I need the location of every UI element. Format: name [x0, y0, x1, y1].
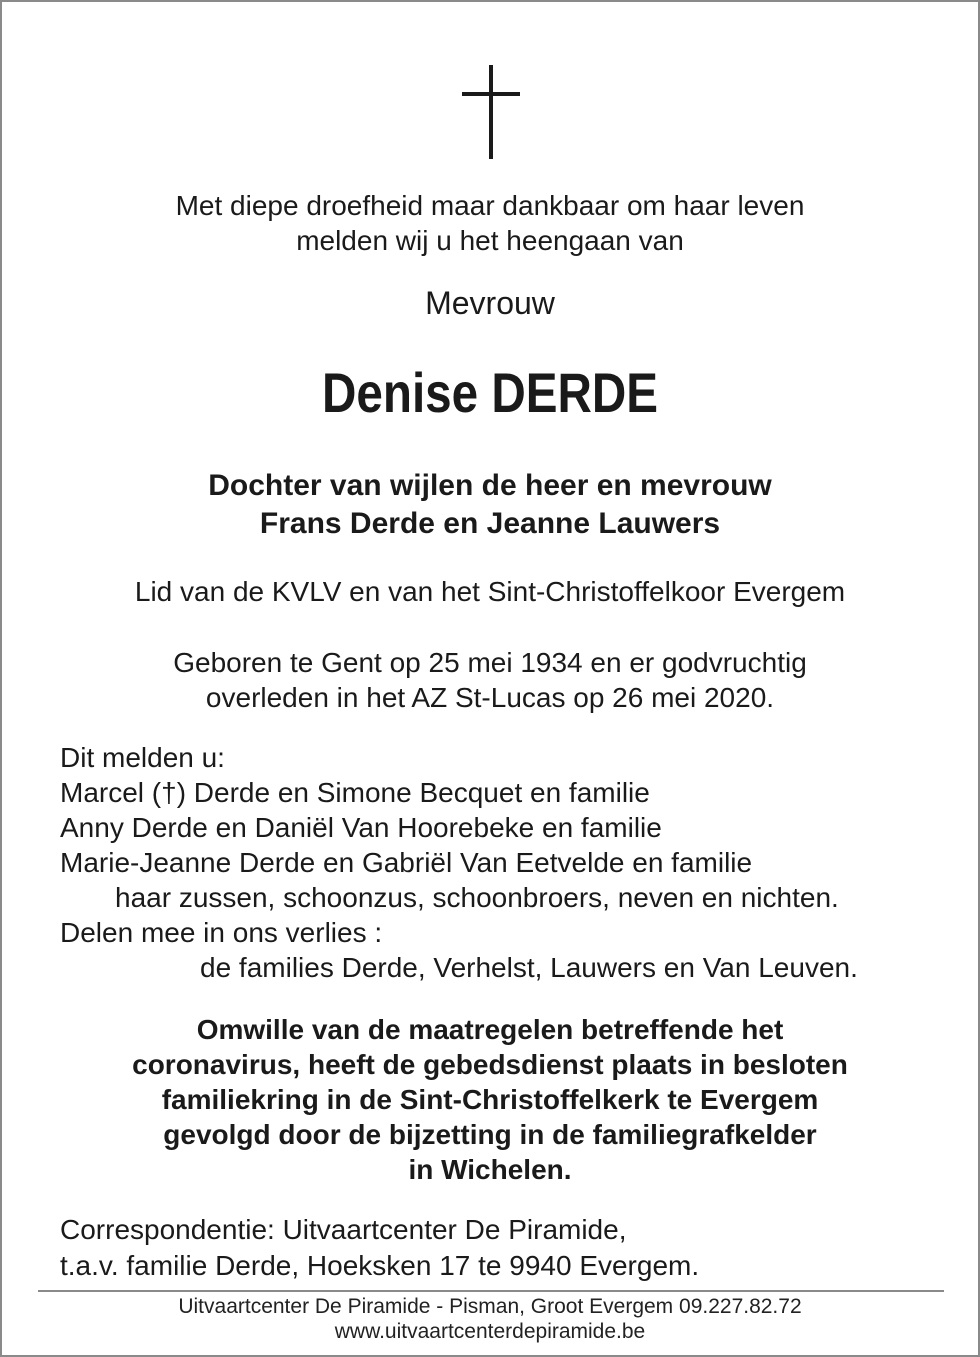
family-line: Anny Derde en Daniël Van Hoorebeke en familie — [60, 812, 662, 843]
corona-line: coronavirus, heeft de gebedsdienst plaats in besloten — [132, 1049, 848, 1080]
announcement-block — [60, 740, 920, 985]
intro-line-1: Met diepe droefheid maar dankbaar om haar leven — [175, 190, 805, 221]
honorific-title: Mevrouw — [425, 285, 555, 321]
sharing-families: de families Derde, Verhelst, Lauwers en Van Leuven. — [200, 952, 858, 983]
announcement-heading: Dit melden u: — [60, 742, 225, 773]
parents-line-2: Frans Derde en Jeanne Lauwers — [259, 507, 721, 540]
relations-line: haar zussen, schoonzus, schoonbroers, neven en nichten. — [115, 882, 839, 913]
membership-text: Lid van de KVLV en van het Sint-Christoffelkoor Evergem — [134, 576, 846, 607]
family-line: Marie-Jeanne Derde en Gabriël Van Eetvelde en familie — [60, 847, 753, 878]
corona-line: in Wichelen. — [408, 1154, 572, 1185]
footer-divider — [38, 1290, 944, 1292]
corona-line: familiekring in de Sint-Christoffelkerk te Evergem — [161, 1084, 819, 1115]
parents-block — [0, 467, 980, 543]
birth-line: Geboren te Gent op 25 mei 1934 en er godvruchtig — [173, 647, 807, 678]
footer — [0, 1294, 980, 1344]
corona-line: Omwille van de maatregelen betreffende het — [196, 1014, 784, 1045]
deceased-name: Denise DERDE — [322, 361, 658, 424]
correspondence-block — [60, 1212, 920, 1284]
cross-icon — [462, 65, 520, 159]
footer-contact: Uitvaartcenter De Piramide - Pisman, Groot Evergem 09.227.82.72 — [178, 1295, 802, 1318]
birth-death-block — [0, 645, 980, 715]
correspondence-line-1: Correspondentie: Uitvaartcenter De Piramide, — [60, 1214, 627, 1245]
footer-website: www.uitvaartcenterdepiramide.be — [334, 1320, 646, 1343]
intro-text — [0, 188, 980, 258]
correspondence-line-2: t.a.v. familie Derde, Hoeksken 17 te 9940 Evergem. — [60, 1250, 700, 1281]
corona-line: gevolgd door de bijzetting in de familiegrafkelder — [163, 1119, 817, 1150]
sharing-heading: Delen mee in ons verlies : — [60, 917, 383, 948]
intro-line-2: melden wij u het heengaan van — [296, 225, 684, 256]
family-line: Marcel (†) Derde en Simone Becquet en familie — [60, 777, 650, 808]
corona-notice — [0, 1012, 980, 1187]
parents-line-1: Dochter van wijlen de heer en mevrouw — [208, 469, 772, 502]
death-line: overleden in het AZ St-Lucas op 26 mei 2020. — [205, 682, 775, 713]
